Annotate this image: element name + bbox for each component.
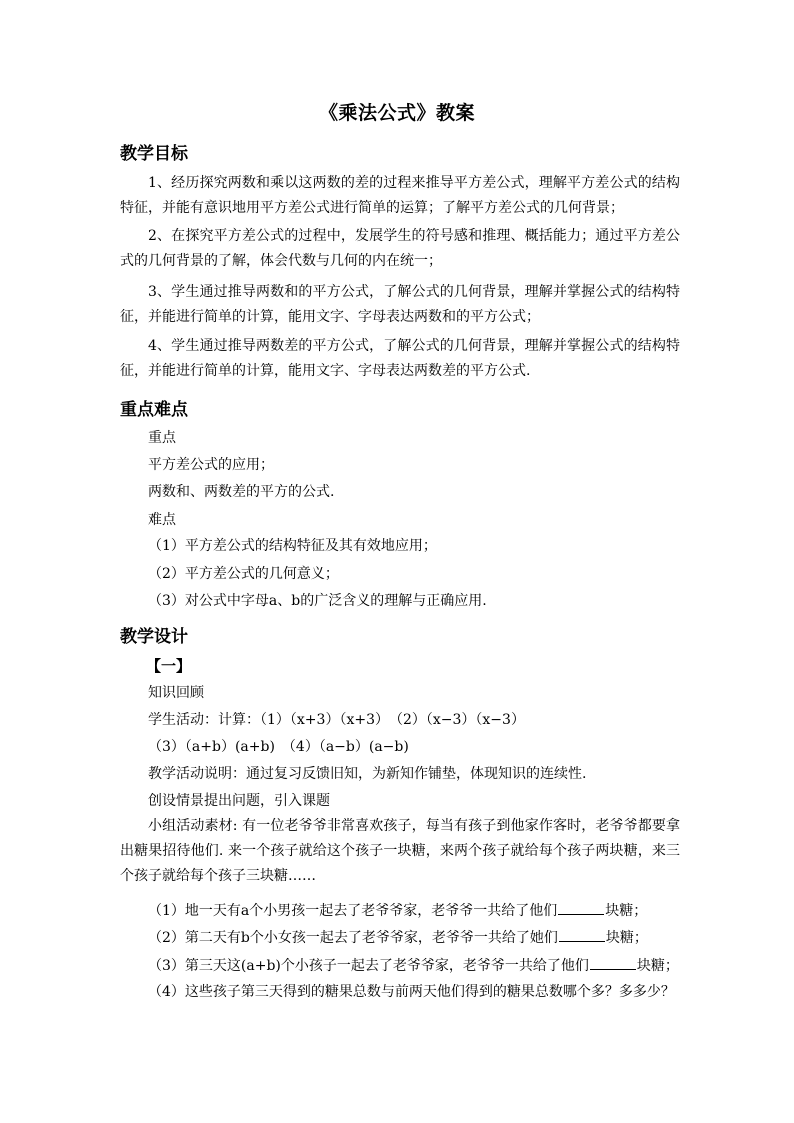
- question-text: （3）第三天这(a+b)个小孩子一起去了老爷爷家，老爷爷一共给了他们: [148, 958, 589, 974]
- subsection-marker: 【一】: [146, 657, 192, 675]
- section-heading-objectives: 教学目标: [120, 144, 188, 164]
- design-line: 知识回顾: [148, 685, 204, 701]
- design-line: 学生活动：计算：（1）（x+3）（x+3） （2）（x−3）（x−3）: [148, 712, 525, 728]
- section-heading-design: 教学设计: [120, 627, 188, 647]
- section-heading-key-points: 重点难点: [120, 400, 188, 420]
- story-paragraph: 小组活动素材: 有一位老爷爷非常喜欢孩子，每当有孩子到他家作客时，老爷爷都要拿出糖果招待他们. 来一个孩子就给这个孩子一块糖，来两个孩子就给每个孩子两块糖，来三个孩子就给每个孩子三块糖……: [120, 818, 680, 884]
- design-line: （3）（a+b）(a+b) （4）（a−b）(a−b): [148, 739, 409, 755]
- objective-paragraph-2: 2、在探究平方差公式的过程中，发展学生的符号感和推理、概括能力；通过平方差公式的几何背景的了解，体会代数与几何的内在统一；: [120, 228, 680, 269]
- question-line: [148, 982, 675, 1002]
- answer-blank: [558, 900, 604, 915]
- design-line: 教学活动说明：通过复习反馈旧知，为新知作铺垫，体现知识的连续性.: [148, 766, 587, 782]
- question-suffix: 块糖；: [605, 903, 648, 919]
- key-point-line: （2）平方差公式的几何意义；: [148, 566, 339, 582]
- objective-paragraph-1: 1、经历探究两数和乘以这两数的差的过程来推导平方差公式，理解平方差公式的结构特征，并能有意识地用平方差公式进行简单的运算；了解平方差公式的几何背景；: [120, 175, 680, 216]
- objective-paragraph-4: 4、学生通过推导两数差的平方公式，了解公式的几何背景，理解并掌握公式的结构特征，并能进行简单的计算，能用文字、字母表达两数差的平方公式.: [120, 338, 680, 379]
- key-point-line: （1）平方差公式的结构特征及其有效地应用；: [148, 538, 437, 554]
- question-suffix: 块糖；: [605, 930, 648, 946]
- objective-paragraph-3: 3、学生通过推导两数和的平方公式，了解公式的几何背景，理解并掌握公式的结构特征，并能进行简单的计算，能用文字、字母表达两数和的平方公式；: [120, 284, 680, 325]
- key-point-line: （3）对公式中字母a、b的广泛含义的理解与正确应用.: [148, 593, 487, 609]
- design-line: 创设情景提出问题，引入课题: [148, 793, 330, 809]
- key-point-line: 重点: [148, 430, 176, 446]
- document-title: 《乘法公式》教案: [318, 102, 475, 124]
- key-point-line: 难点: [148, 512, 176, 528]
- question-suffix: 块糖；: [636, 958, 679, 974]
- question-text: （1）地一天有a个小男孩一起去了老爷爷家，老爷爷一共给了他们: [148, 903, 558, 919]
- answer-blank: [590, 955, 636, 970]
- answer-blank: [559, 927, 605, 942]
- key-point-line: 平方差公式的应用；: [148, 457, 274, 473]
- question-line: [148, 955, 679, 976]
- question-line: [148, 927, 648, 948]
- question-text: （2）第二天有b个小女孩一起去了老爷爷家，老爷爷一共给了她们: [148, 930, 558, 946]
- question-line: [148, 900, 647, 921]
- key-point-line: 两数和、两数差的平方的公式.: [148, 484, 335, 500]
- question-text: （4）这些孩子第三天得到的糖果总数与前两天他们得到的糖果总数哪个多？多多少？: [148, 984, 675, 1000]
